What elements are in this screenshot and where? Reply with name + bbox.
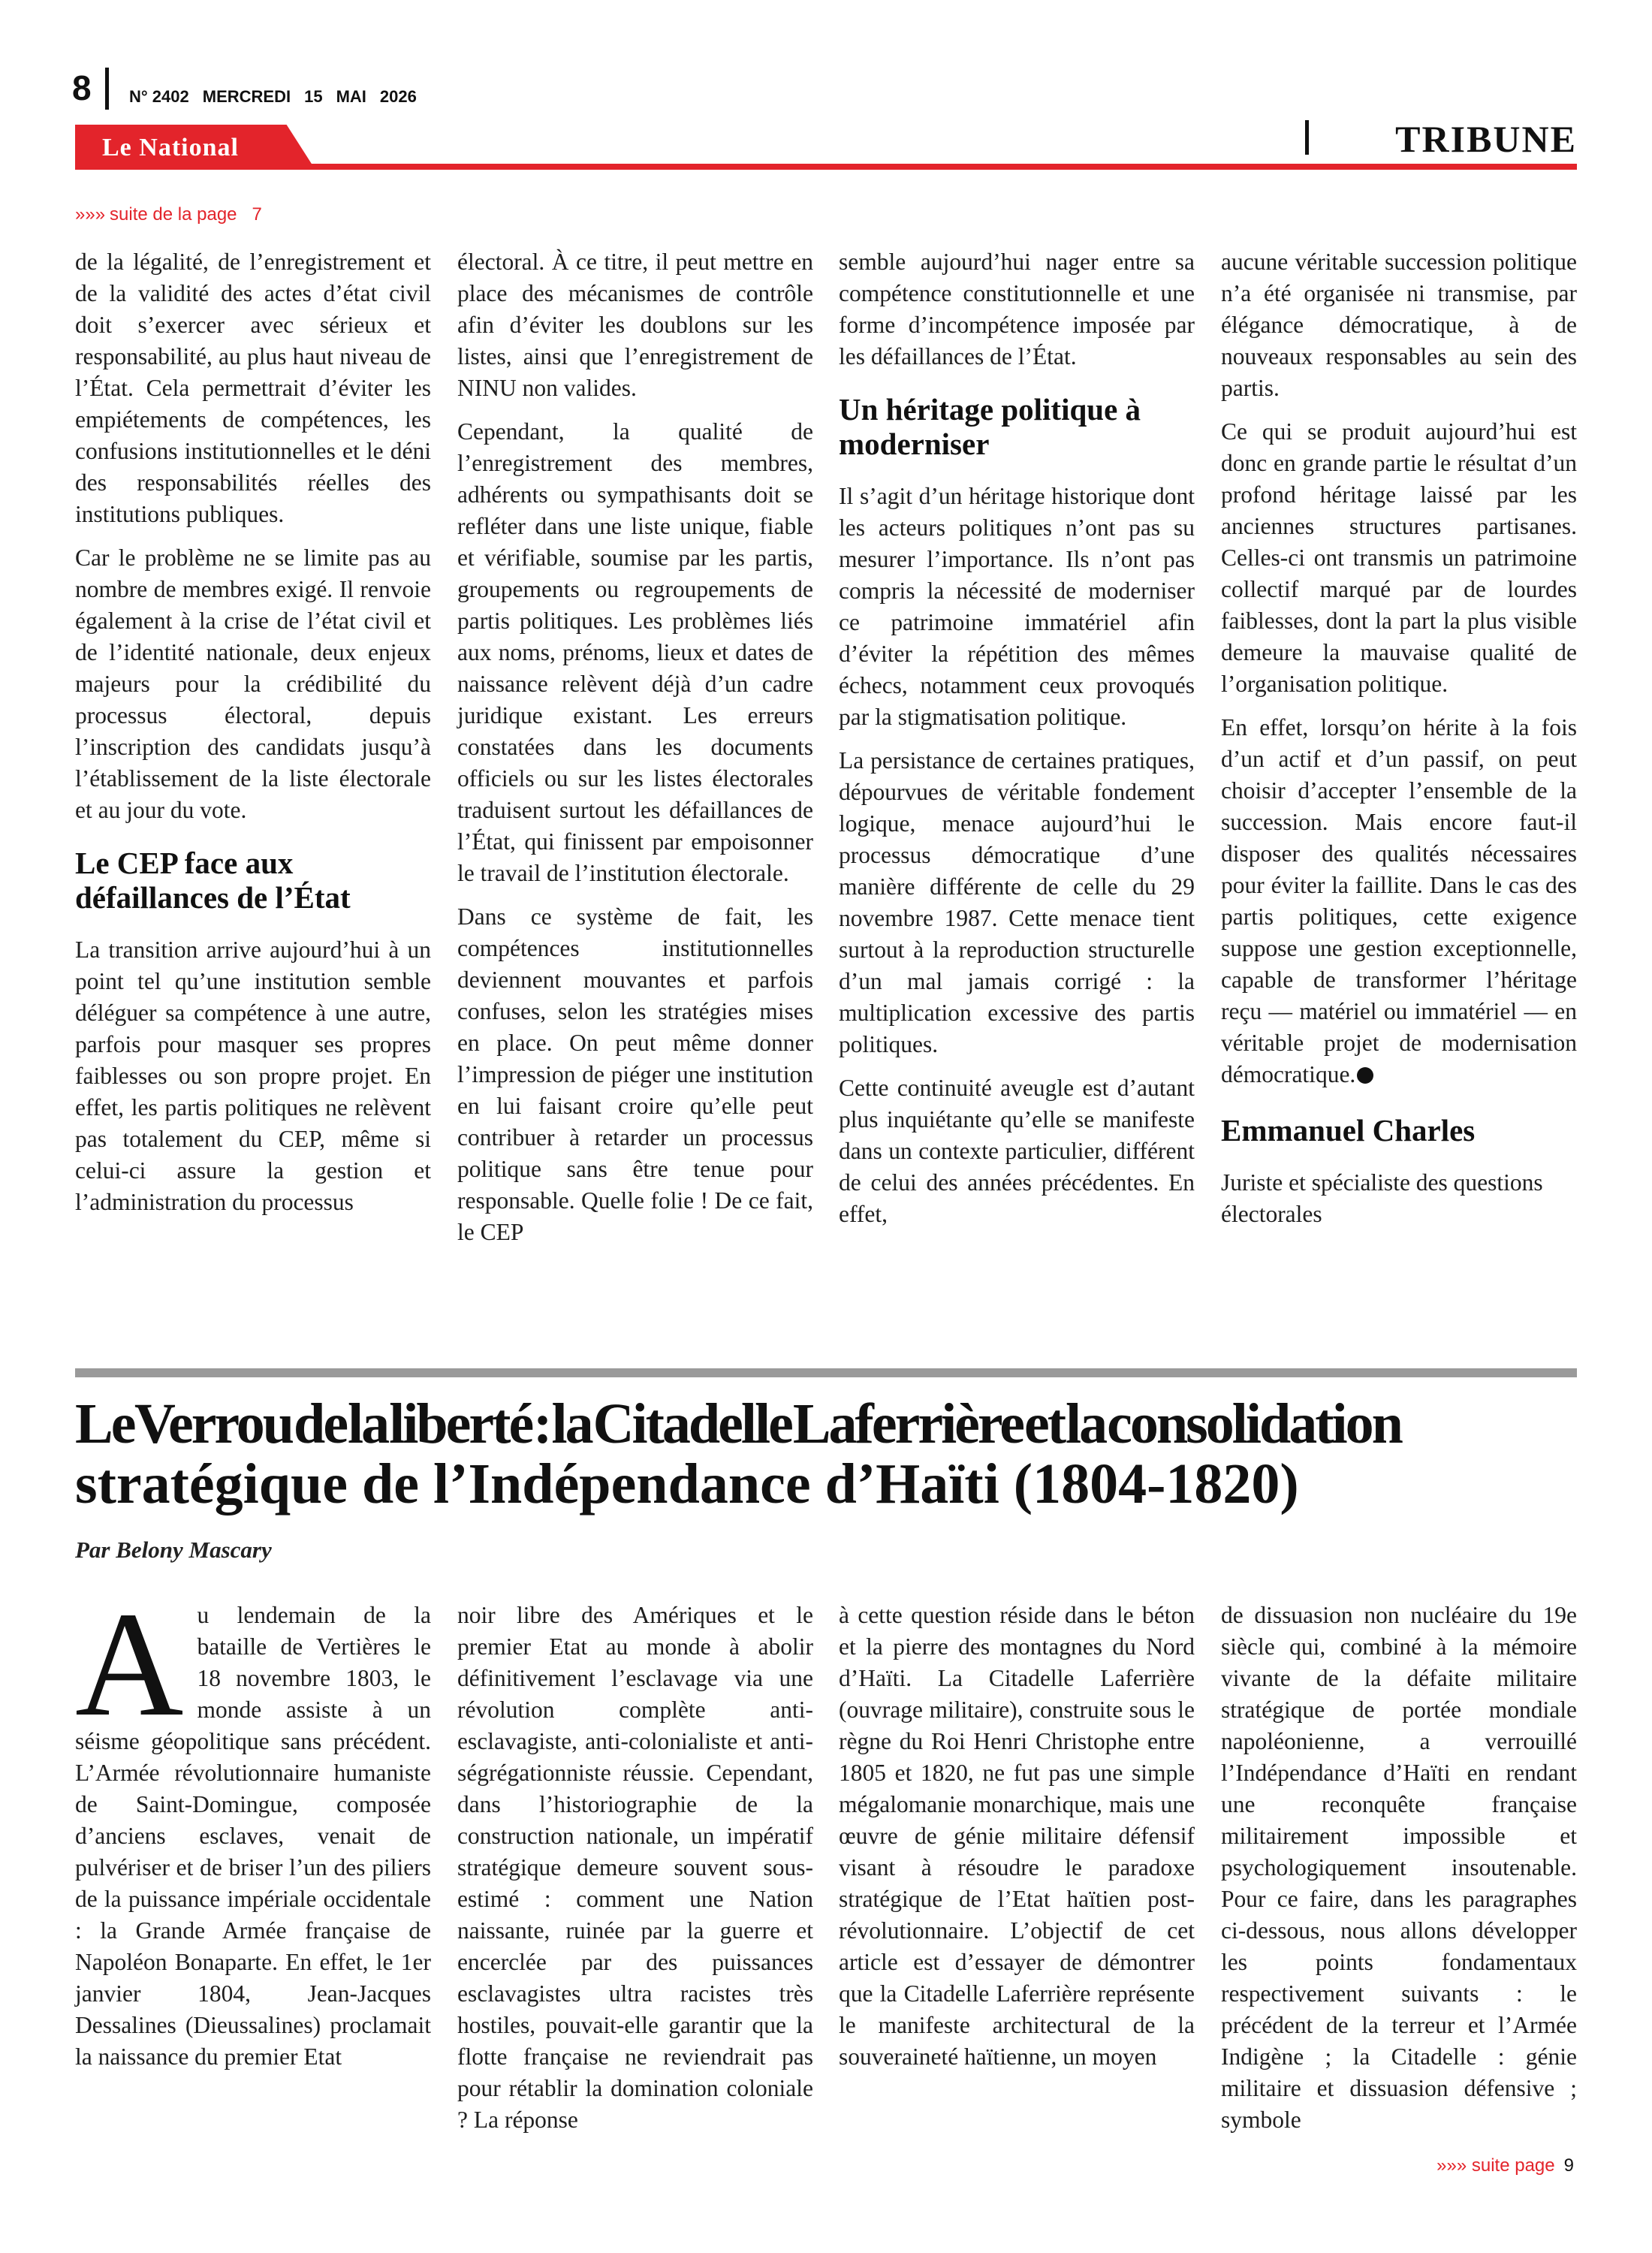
paragraph-last: [1221, 712, 1577, 1090]
article1-column-3: [839, 246, 1195, 1242]
paragraph: de dissuasion non nucléaire du 19e siècle qui, combiné à la mémoire vivante de la défaite militaire stratégique de portée mondiale napoléonienne, a verrouillé l’Indépendance d’Haïti en rendant une reconquête française militairement impossible et psychologiquement insoutenable. Pour ce faire, dans les paragraphes ci-dessous, nous allons développer les points fondamentaux respectivement suivants : le précédent de la terreur et l’Armée Indigène ; la Citadelle : génie militaire et dissuasion défensive ; symbole: [1221, 1602, 1577, 2133]
paragraph: Dans ce système de fait, les compétences institutionnelles deviennent mouvantes et parfois confuses, selon les stratégies mises en place. On peut même donner l’impression de piéger une institution en lui faisant croire qu’elle peut contribuer à retarder un processus politique sans être tenue pour responsable. Quelle folie ! De ce fait, le CEP: [457, 903, 813, 1245]
headline-line-1: Le Verrou de la liberté : la Citadelle Laferrière et la consolidation: [75, 1392, 1401, 1455]
paragraph: aucune véritable succession politique n’a été organisée ni transmise, par élégance démocratique, à de nouveaux responsables au sein des partis.: [1221, 249, 1577, 401]
paragraph: noir libre des Amériques et le premier Etat au monde à abolir définitivement l’esclavage via une révolution complète anti-esclavagiste, anti-colonialiste et anti-ségrégationniste réussie. Cependant, dans l’historiographie de la construction nationale, un impératif stratégique demeure souvent sous-estimé : comment une Nation naissante, ruinée par la guerre et encerclée par des puissances esclavagistes ultra racistes très hostiles, pouvait-elle garantir que la flotte française ne reviendrait pas pour rétablir la domination coloniale ? La réponse: [457, 1602, 813, 2133]
article2-column-2: [457, 1600, 813, 2148]
continued-arrows: »»»: [75, 204, 106, 225]
author-role: Juriste et spécialiste des questions électorales: [1221, 1169, 1543, 1227]
paragraph: semble aujourd’hui nager entre sa compétence constitutionnelle et une forme d’incompétence imposée par les défaillances de l’État.: [839, 249, 1195, 369]
continued-on-note: [1436, 2155, 1574, 2176]
article1-column-2: [457, 246, 813, 1260]
article2-column-1: [75, 1582, 431, 2073]
continued-label: suite page: [1471, 2155, 1555, 2176]
section-divider: [1305, 120, 1309, 155]
continued-from-note: [75, 204, 262, 225]
issue-day: 15: [304, 87, 323, 106]
article-divider: [75, 1368, 1577, 1377]
paragraph: de la légalité, de l’enregistrement et de la validité des actes d’état civil doit s’exercer avec sérieux et responsabilité, au plus haut niveau de l’État. Cela permettrait d’éviter les empiétements de compétences, les confusions institutionnelles et le déni des responsabilités réelles des institutions publiques.: [75, 249, 431, 527]
subheading: Le CEP face aux défaillances de l’État: [75, 846, 351, 915]
paragraph: électoral. À ce titre, il peut mettre en place des mécanismes de contrôle afin d’éviter les doublons sur les listes, ainsi que l’enregistrement de NINU non valides.: [457, 249, 813, 401]
paragraph: Il s’agit d’un héritage historique dont les acteurs politiques n’ont pas su mesurer l’importance. Ils n’ont pas compris la nécessité de moderniser ce patrimoine immatériel afin d’éviter la répétition des mêmes échecs, notamment ceux provoqués par la stigmatisation politique.: [839, 483, 1195, 730]
byline: Par Belony Mascary: [75, 1537, 272, 1563]
continued-page: 7: [252, 204, 262, 225]
paragraph: La persistance de certaines pratiques, dépourvues de véritable fondement logique, menace aujourd’hui le processus démocratique d’une manière différente de celle du 29 novembre 1987. Cette menace tient surtout à la reproduction structurelle d’un mal jamais corrigé : la multiplication excessive des partis politiques.: [839, 747, 1195, 1057]
paragraph: Ce qui se produit aujourd’hui est donc en grande partie le résultat d’un profond héritage laissé par les anciennes structures partisanes. Celles-ci ont transmis un patrimoine collectif marqué par de lourdes faiblesses, dont la part la plus visible demeure la mauvaise qualité de l’organisation politique.: [1221, 418, 1577, 697]
paragraph: à cette question réside dans le béton et la pierre des montagnes du Nord d’Haïti. La Citadelle Laferrière (ouvrage militaire), construite sous le règne du Roi Henri Christophe entre 1805 et 1820, ne fut pas une simple mégalomanie monarchique, mais une œuvre de génie militaire défensif visant à résoudre le paradoxe stratégique de l’Etat haïtien post-révolutionnaire. L’objectif de cet article est d’essayer de démontrer que la Citadelle Laferrière représente le manifeste architectural de la souveraineté haïtienne, un moyen: [839, 1602, 1195, 2070]
continued-page: 9: [1563, 2155, 1574, 2176]
section-title: TRIBUNE: [1395, 118, 1577, 160]
paragraph-text: En effet, lorsqu’on hérite à la fois d’un actif et d’un passif, on peut choisir d’accepter l’ensemble de la succession. Mais encore faut-il disposer des qualités nécessaires pour éviter la faillite. Dans le cas des partis politiques, cette exigence suppose une gestion exceptionnelle, capable de transformer l’héritage reçu — matériel ou immatériel — en véritable projet de modernisation démocratique.: [1221, 714, 1577, 1087]
continued-arrows: »»»: [1436, 2155, 1467, 2176]
issue-number: N° 2402: [129, 87, 189, 106]
paragraph: Car le problème ne se limite pas au nombre de membres exigé. Il renvoie également à la crise de l’état civil et de l’identité nationale, deux enjeux majeurs pour la crédibilité du processus électoral, depuis l’inscription des candidats jusqu’à l’établissement de la liste électorale et au jour du vote.: [75, 544, 431, 823]
issue-month: MAI: [336, 87, 366, 106]
article1-column-1: [75, 246, 431, 1230]
subheading: Un héritage politique à moderniser: [839, 392, 1141, 461]
article2-column-3: [839, 1600, 1195, 2085]
author-name: Emmanuel Charles: [1221, 1113, 1476, 1148]
article1-column-4: [1221, 246, 1577, 1242]
paragraph: Cette continuité aveugle est d’autant plus inquiétante qu’elle se manifeste dans un contexte particulier, différent de celui des années précédentes. En effet,: [839, 1075, 1195, 1227]
continued-label: suite de la page: [110, 204, 237, 225]
newspaper-logo: Le National: [102, 134, 239, 161]
header-rule: [75, 164, 1577, 170]
issue-weekday: MERCREDI: [202, 87, 291, 106]
article-headline: [75, 1394, 1577, 1514]
issue-info: [129, 87, 430, 107]
headline-line-2: stratégique de l’Indépendance d’Haïti (1804-1820): [75, 1452, 1299, 1516]
paragraph: u lendemain de la bataille de Vertières le 18 novembre 1803, le monde assiste à un séisme géopolitique sans précédent. L’Armée révolutionnaire humaniste de Saint-Domingue, composée d’anciens esclaves, venait de pulvériser et de briser l’un des piliers de la puissance impériale occidentale : la Grande Armée française de Napoléon Bonaparte. En effet, le 1er janvier 1804, Jean-Jacques Dessalines (Dieussalines) proclamait la naissance du premier Etat: [75, 1602, 431, 2070]
end-of-article-icon: [1357, 1067, 1373, 1084]
paragraph: Cependant, la qualité de l’enregistrement des membres, adhérents ou sympathisants doit se refléter dans une liste unique, fiable et vérifiable, soumise par les partis, groupements ou regroupements de partis politiques. Les problèmes liés aux noms, prénoms, lieux et dates de naissance relèvent déjà d’un cadre juridique existant. Les erreurs constatées dans les documents officiels ou sur les listes électorales traduisent surtout les défaillances de l’État, qui finissent par empoisonner le travail de l’institution électorale.: [457, 418, 813, 886]
drop-cap: A: [75, 1582, 184, 1748]
article2-column-4: [1221, 1600, 1577, 2148]
paragraph: La transition arrive aujourd’hui à un point tel qu’une institution semble déléguer sa compétence à une autre, parfois pour masquer ses propres faiblesses ou son propre projet. En effet, les partis politiques ne relèvent pas totalement du CEP, même si celui-ci assure la gestion et l’administration du processus: [75, 936, 431, 1215]
page-number-divider: [105, 68, 109, 110]
issue-year: 2026: [379, 87, 417, 106]
page-number: 8: [72, 68, 92, 107]
